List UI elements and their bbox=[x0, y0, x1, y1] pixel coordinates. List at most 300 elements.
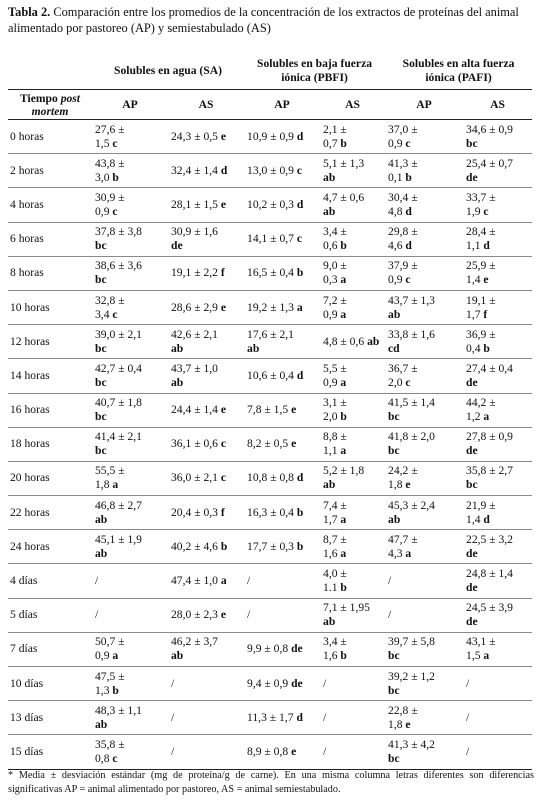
cell-value: 2,1 ± bbox=[323, 122, 347, 136]
cell-sa-ap bbox=[92, 701, 168, 735]
significance-letter: b bbox=[340, 136, 347, 150]
significance-letter: b bbox=[483, 341, 490, 355]
cell-value-cont: 0,3 bbox=[323, 273, 341, 287]
cell-line-1 bbox=[323, 601, 382, 615]
cell-value: 22,8 ± bbox=[388, 703, 418, 717]
cell-line-1 bbox=[323, 396, 382, 410]
significance-letter: a bbox=[340, 546, 347, 560]
cell-value: 7,8 ± 1,5 bbox=[247, 403, 292, 417]
cell-line-1 bbox=[171, 540, 241, 554]
significance-letter: e bbox=[291, 744, 297, 758]
significance-letter: a bbox=[220, 574, 227, 588]
cell-value: 47,4 ± 1,0 bbox=[171, 574, 221, 588]
cell-line-1 bbox=[247, 403, 317, 417]
significance-letter: ab bbox=[323, 204, 336, 218]
table-row bbox=[8, 154, 532, 188]
significance-letter: b bbox=[340, 649, 347, 663]
cell-sa-ap bbox=[92, 188, 168, 222]
cell-line-2 bbox=[388, 444, 460, 458]
cell-value: 8,9 ± 0,8 bbox=[247, 744, 292, 758]
sub-header-row bbox=[8, 90, 532, 120]
row-label: 10 horas bbox=[8, 290, 92, 324]
significance-letter: bc bbox=[388, 410, 400, 424]
cell-value: 34,6 ± 0,9 bbox=[466, 122, 513, 136]
cell-line-2 bbox=[388, 273, 460, 287]
cell-line-2 bbox=[466, 273, 529, 287]
cell-pbfi-ap bbox=[244, 222, 320, 256]
cell-line-1 bbox=[171, 745, 241, 759]
cell-line-2 bbox=[466, 171, 529, 185]
significance-letter: e bbox=[220, 300, 226, 314]
cell-value: 17,6 ± 2,1 bbox=[247, 327, 294, 341]
cell-value-cont: 0,6 bbox=[323, 239, 341, 253]
significance-letter: c bbox=[296, 163, 303, 177]
cell-line-1 bbox=[323, 677, 382, 691]
cell-value: 33,8 ± 1,6 bbox=[388, 327, 435, 341]
significance-letter: a bbox=[483, 410, 490, 424]
significance-letter: bc bbox=[388, 649, 400, 663]
significance-letter: e bbox=[483, 273, 489, 287]
cell-line-1 bbox=[171, 403, 241, 417]
cell-value: 8,8 ± bbox=[323, 430, 347, 444]
cell-value: 19,1 ± 2,2 bbox=[171, 266, 221, 280]
cell-value: 28,1 ± 1,5 bbox=[171, 197, 221, 211]
cell-line-1 bbox=[247, 574, 317, 588]
cell-value: 10,2 ± 0,3 bbox=[247, 197, 297, 211]
cell-sa-ap bbox=[92, 496, 168, 530]
cell-sa-ap bbox=[92, 598, 168, 632]
cell-value: 41,3 ± bbox=[388, 156, 418, 170]
cell-sa-ap bbox=[92, 461, 168, 495]
cell-value-cont: 1.1 bbox=[323, 581, 341, 595]
significance-letter: c bbox=[220, 471, 226, 485]
cell-value: 19,1 ± bbox=[466, 293, 496, 307]
cell-line-1 bbox=[247, 369, 317, 383]
significance-letter: b bbox=[340, 410, 347, 424]
cell-line-1 bbox=[95, 499, 165, 513]
cell-pafi-as bbox=[463, 325, 532, 359]
cell-line-1 bbox=[323, 259, 382, 273]
significance-letter: e bbox=[220, 129, 226, 143]
cell-pbfi-ap bbox=[244, 667, 320, 701]
cell-line-2 bbox=[95, 752, 165, 766]
cell-line-1 bbox=[388, 738, 460, 752]
cell-pafi-ap bbox=[385, 735, 463, 769]
cell-value-cont: 0,1 bbox=[388, 170, 406, 184]
row-label: 15 días bbox=[8, 735, 92, 769]
significance-letter: d bbox=[296, 368, 304, 382]
cell-value-cont: 4,6 bbox=[388, 239, 406, 253]
significance-letter: ab bbox=[367, 334, 380, 348]
cell-value: 27,8 ± 0,9 bbox=[466, 430, 513, 444]
cell-value: 47,7 ± bbox=[388, 532, 418, 546]
cell-value-cont: 1,2 bbox=[466, 410, 484, 424]
row-label: 20 horas bbox=[8, 461, 92, 495]
cell-line-2 bbox=[323, 308, 382, 322]
cell-pbfi-ap bbox=[244, 735, 320, 769]
significance-letter: f bbox=[220, 266, 225, 280]
cell-line-1 bbox=[95, 574, 165, 588]
significance-letter: bc bbox=[95, 273, 107, 287]
cell-line-2 bbox=[323, 205, 382, 219]
cell-pbfi-as bbox=[320, 564, 385, 598]
cell-value-cont: 1,4 bbox=[466, 512, 484, 526]
significance-letter: a bbox=[405, 546, 412, 560]
cell-line-2 bbox=[323, 649, 382, 663]
cell-line-2 bbox=[466, 547, 529, 561]
cell-line-1 bbox=[247, 232, 317, 246]
cell-value: 43,8 ± bbox=[95, 156, 125, 170]
cell-line-1 bbox=[247, 471, 317, 485]
cell-line-2 bbox=[171, 376, 241, 390]
cell-line-1 bbox=[466, 464, 529, 478]
cell-sa-ap bbox=[92, 530, 168, 564]
cell-pafi-ap bbox=[385, 530, 463, 564]
cell-value-cont: 3,4 bbox=[95, 307, 113, 321]
cell-line-1 bbox=[171, 635, 241, 649]
cell-line-1 bbox=[323, 362, 382, 376]
cell-value: 43,1 ± bbox=[466, 635, 496, 649]
cell-value: 21,9 ± bbox=[466, 498, 496, 512]
row-label: 4 días bbox=[8, 564, 92, 598]
cell-sa-as bbox=[168, 701, 244, 735]
cell-pafi-as bbox=[463, 632, 532, 666]
cell-value-cont: 1,5 bbox=[95, 136, 113, 150]
cell-line-1 bbox=[95, 225, 165, 239]
significance-letter: ab bbox=[171, 341, 184, 355]
cell-line-1 bbox=[247, 130, 317, 144]
cell-value-cont: 0,9 bbox=[95, 204, 113, 218]
cell-value-cont: 1,7 bbox=[466, 307, 484, 321]
cell-value: 25,4 ± 0,7 bbox=[466, 156, 513, 170]
cell-line-1 bbox=[95, 533, 165, 547]
table-row bbox=[8, 496, 532, 530]
cell-line-2 bbox=[388, 308, 460, 322]
significance-letter: a bbox=[112, 478, 119, 492]
cell-value-cont: 0,9 bbox=[388, 136, 406, 150]
significance-letter: de bbox=[466, 546, 478, 560]
cell-value: 10,9 ± 0,9 bbox=[247, 129, 297, 143]
cell-value-cont: 1,9 bbox=[466, 204, 484, 218]
cell-line-1 bbox=[323, 464, 382, 478]
significance-letter: d bbox=[220, 163, 228, 177]
cell-value: 28,4 ± bbox=[466, 225, 496, 239]
cell-line-1 bbox=[247, 328, 317, 342]
significance-letter: b bbox=[296, 539, 304, 553]
cell-pbfi-as bbox=[320, 735, 385, 769]
cell-value: 16,5 ± 0,4 bbox=[247, 266, 297, 280]
significance-letter: bc bbox=[95, 410, 107, 424]
cell-line-2 bbox=[95, 308, 165, 322]
cell-pafi-ap bbox=[385, 496, 463, 530]
cell-line-1 bbox=[171, 198, 241, 212]
significance-letter: d bbox=[296, 710, 303, 724]
cell-line-2 bbox=[466, 615, 529, 629]
cell-value-cont: 0,9 bbox=[388, 273, 406, 287]
row-label: 5 días bbox=[8, 598, 92, 632]
significance-letter: ab bbox=[388, 307, 401, 321]
cell-value: 5,2 ± 1,8 bbox=[323, 464, 365, 478]
cell-line-1 bbox=[95, 294, 165, 308]
cell-pbfi-ap bbox=[244, 325, 320, 359]
cell-line-1 bbox=[466, 567, 529, 581]
cell-line-1 bbox=[388, 396, 460, 410]
cell-value: / bbox=[466, 710, 470, 724]
cell-line-1 bbox=[466, 123, 529, 137]
cell-line-2 bbox=[95, 513, 165, 527]
significance-letter: ab bbox=[247, 341, 260, 355]
cell-pafi-ap bbox=[385, 154, 463, 188]
cell-pafi-as bbox=[463, 120, 532, 154]
cell-value-cont: 0,4 bbox=[466, 341, 484, 355]
cell-line-2 bbox=[95, 171, 165, 185]
cell-line-1 bbox=[171, 362, 241, 376]
cell-pafi-ap bbox=[385, 632, 463, 666]
cell-value: 55,5 ± bbox=[95, 464, 125, 478]
cell-line-1 bbox=[171, 506, 241, 520]
significance-letter: bc bbox=[388, 751, 400, 765]
cell-line-1 bbox=[323, 567, 382, 581]
cell-pbfi-as bbox=[320, 530, 385, 564]
table-row bbox=[8, 632, 532, 666]
cell-value: 45,3 ± 2,4 bbox=[388, 498, 435, 512]
cell-value: / bbox=[323, 710, 327, 724]
significance-letter: d bbox=[296, 197, 304, 211]
cell-line-1 bbox=[388, 499, 460, 513]
significance-letter: c bbox=[405, 273, 411, 287]
cell-line-1 bbox=[466, 259, 529, 273]
cell-line-1 bbox=[466, 499, 529, 513]
cell-line-1 bbox=[388, 157, 460, 171]
cell-line-1 bbox=[95, 123, 165, 137]
cell-line-1 bbox=[171, 608, 241, 622]
cell-pbfi-as bbox=[320, 632, 385, 666]
cell-value: 17,7 ± 0,3 bbox=[247, 539, 297, 553]
cell-line-1 bbox=[247, 540, 317, 554]
cell-sa-as bbox=[168, 154, 244, 188]
cell-pbfi-ap bbox=[244, 256, 320, 290]
cell-value-cont: 1,7 bbox=[323, 512, 341, 526]
cell-line-1 bbox=[171, 437, 241, 451]
cell-line-1 bbox=[388, 608, 460, 622]
cell-value: 19,2 ± 1,3 bbox=[247, 300, 297, 314]
significance-letter: e bbox=[291, 403, 297, 417]
cell-value-cont: 1,5 bbox=[466, 649, 484, 663]
cell-value: 3,4 ± bbox=[323, 635, 347, 649]
significance-letter: ab bbox=[323, 170, 336, 184]
cell-line-2 bbox=[388, 752, 460, 766]
cell-sa-as bbox=[168, 325, 244, 359]
cell-value: 10,6 ± 0,4 bbox=[247, 368, 297, 382]
cell-line-2 bbox=[466, 410, 529, 424]
cell-pbfi-as bbox=[320, 222, 385, 256]
cell-pafi-ap bbox=[385, 667, 463, 701]
cell-value: 35,8 ± bbox=[95, 737, 125, 751]
cell-line-1 bbox=[95, 362, 165, 376]
significance-letter: de bbox=[291, 642, 303, 656]
significance-letter: c bbox=[112, 136, 118, 150]
cell-line-2 bbox=[171, 342, 241, 356]
cell-line-1 bbox=[466, 677, 529, 691]
cell-value: 42,7 ± 0,4 bbox=[95, 361, 142, 375]
cell-line-1 bbox=[466, 191, 529, 205]
cell-pafi-as bbox=[463, 154, 532, 188]
cell-value: / bbox=[388, 608, 392, 622]
cell-line-2 bbox=[171, 239, 241, 253]
cell-line-1 bbox=[95, 635, 165, 649]
cell-line-1 bbox=[323, 335, 382, 349]
cell-sa-ap bbox=[92, 667, 168, 701]
significance-letter: b bbox=[405, 170, 412, 184]
significance-letter: bc bbox=[388, 683, 400, 697]
significance-letter: de bbox=[466, 170, 478, 184]
cell-line-2 bbox=[323, 137, 382, 151]
table-row bbox=[8, 564, 532, 598]
cell-line-2 bbox=[171, 649, 241, 663]
sub-header-pbfi-ap: AP bbox=[244, 90, 320, 120]
cell-line-2 bbox=[323, 171, 382, 185]
significance-letter: bc bbox=[466, 136, 478, 150]
cell-pbfi-as bbox=[320, 496, 385, 530]
row-label: 16 horas bbox=[8, 393, 92, 427]
cell-pbfi-ap bbox=[244, 530, 320, 564]
cell-line-2 bbox=[388, 410, 460, 424]
cell-pbfi-ap bbox=[244, 564, 320, 598]
cell-line-2 bbox=[95, 684, 165, 698]
cell-pbfi-ap bbox=[244, 632, 320, 666]
group-header-pafi: Solubles en alta fuerza iónica (PAFI) bbox=[402, 57, 515, 84]
cell-line-1 bbox=[171, 266, 241, 280]
table-body bbox=[8, 120, 532, 770]
cell-pbfi-as bbox=[320, 359, 385, 393]
significance-letter: d bbox=[296, 129, 304, 143]
significance-letter: c bbox=[112, 204, 118, 218]
row-label: 24 horas bbox=[8, 530, 92, 564]
cell-value: 46,2 ± 3,7 bbox=[171, 635, 218, 649]
cell-value: / bbox=[466, 676, 470, 690]
row-label: 0 horas bbox=[8, 120, 92, 154]
cell-pafi-ap bbox=[385, 701, 463, 735]
cell-value: 37,8 ± 3,8 bbox=[95, 225, 142, 239]
significance-letter: a bbox=[340, 273, 347, 287]
significance-letter: bc bbox=[95, 341, 107, 355]
cell-line-1 bbox=[247, 745, 317, 759]
cell-value: 9,9 ± 0,8 bbox=[247, 642, 292, 656]
sub-header-pbfi-as: AS bbox=[320, 90, 385, 120]
significance-letter: a bbox=[296, 300, 303, 314]
significance-letter: ab bbox=[95, 512, 108, 526]
cell-line-1 bbox=[323, 711, 382, 725]
cell-value: / bbox=[466, 744, 470, 758]
cell-value: 32,8 ± bbox=[95, 293, 125, 307]
cell-line-2 bbox=[323, 615, 382, 629]
cell-value: 45,1 ± 1,9 bbox=[95, 532, 142, 546]
cell-pbfi-as bbox=[320, 701, 385, 735]
significance-letter: ab bbox=[95, 546, 108, 560]
significance-letter: c bbox=[296, 232, 303, 246]
significance-letter: ab bbox=[323, 478, 336, 492]
cell-value: 39,7 ± 5,8 bbox=[388, 635, 435, 649]
cell-line-1 bbox=[388, 362, 460, 376]
cell-pbfi-ap bbox=[244, 393, 320, 427]
cell-line-1 bbox=[466, 294, 529, 308]
cell-line-2 bbox=[95, 342, 165, 356]
significance-letter: b bbox=[340, 581, 347, 595]
cell-value: 42,6 ± 2,1 bbox=[171, 327, 218, 341]
cell-line-1 bbox=[388, 259, 460, 273]
cell-pbfi-ap bbox=[244, 290, 320, 324]
cell-value: 5,1 ± 1,3 bbox=[323, 156, 365, 170]
significance-letter: f bbox=[220, 505, 225, 519]
cell-line-2 bbox=[323, 581, 382, 595]
cell-line-1 bbox=[466, 745, 529, 759]
cell-pbfi-as bbox=[320, 120, 385, 154]
cell-pafi-ap bbox=[385, 256, 463, 290]
cell-pbfi-as bbox=[320, 427, 385, 461]
significance-letter: ab bbox=[95, 717, 108, 731]
significance-letter: d bbox=[483, 512, 490, 526]
significance-letter: e bbox=[220, 403, 226, 417]
cell-pafi-as bbox=[463, 735, 532, 769]
cell-line-1 bbox=[95, 396, 165, 410]
group-header-pbfi: Solubles en baja fuerza iónica (PBFI) bbox=[257, 57, 373, 84]
significance-letter: de bbox=[291, 676, 303, 690]
significance-letter: b bbox=[340, 239, 347, 253]
cell-pbfi-ap bbox=[244, 188, 320, 222]
cell-value: 35,8 ± 2,7 bbox=[466, 464, 513, 478]
cell-pbfi-ap bbox=[244, 701, 320, 735]
cell-value: 37,9 ± bbox=[388, 259, 418, 273]
cell-line-2 bbox=[95, 649, 165, 663]
significance-letter: ab bbox=[323, 615, 336, 629]
cell-value: 36,0 ± 2,1 bbox=[171, 471, 221, 485]
row-label: 13 días bbox=[8, 701, 92, 735]
significance-letter: b bbox=[296, 505, 304, 519]
cell-pbfi-ap bbox=[244, 427, 320, 461]
cell-line-1 bbox=[247, 266, 317, 280]
cell-pafi-as bbox=[463, 701, 532, 735]
cell-line-2 bbox=[95, 547, 165, 561]
cell-line-1 bbox=[466, 396, 529, 410]
cell-value: 40,2 ± 4,6 bbox=[171, 539, 221, 553]
cell-line-1 bbox=[247, 198, 317, 212]
row-label: 2 horas bbox=[8, 154, 92, 188]
cell-sa-ap bbox=[92, 154, 168, 188]
table-row bbox=[8, 667, 532, 701]
cell-value: 36,9 ± bbox=[466, 327, 496, 341]
cell-line-1 bbox=[95, 259, 165, 273]
cell-value: 14,1 ± 0,7 bbox=[247, 232, 297, 246]
significance-letter: ab bbox=[388, 512, 401, 526]
cell-value: 4,7 ± 0,6 bbox=[323, 190, 365, 204]
cell-line-1 bbox=[95, 464, 165, 478]
cell-sa-ap bbox=[92, 359, 168, 393]
cell-line-1 bbox=[388, 704, 460, 718]
cell-pbfi-ap bbox=[244, 359, 320, 393]
cell-line-1 bbox=[323, 123, 382, 137]
significance-letter: bc bbox=[95, 239, 107, 253]
group-header-empty bbox=[8, 53, 92, 90]
cell-pbfi-as bbox=[320, 256, 385, 290]
cell-line-2 bbox=[466, 342, 529, 356]
cell-value: / bbox=[171, 744, 175, 758]
significance-letter: a bbox=[340, 307, 347, 321]
cell-value: 29,8 ± bbox=[388, 225, 418, 239]
cell-line-1 bbox=[388, 635, 460, 649]
table-row bbox=[8, 735, 532, 769]
cell-value: 38,6 ± 3,6 bbox=[95, 259, 142, 273]
significance-letter: d bbox=[405, 239, 412, 253]
